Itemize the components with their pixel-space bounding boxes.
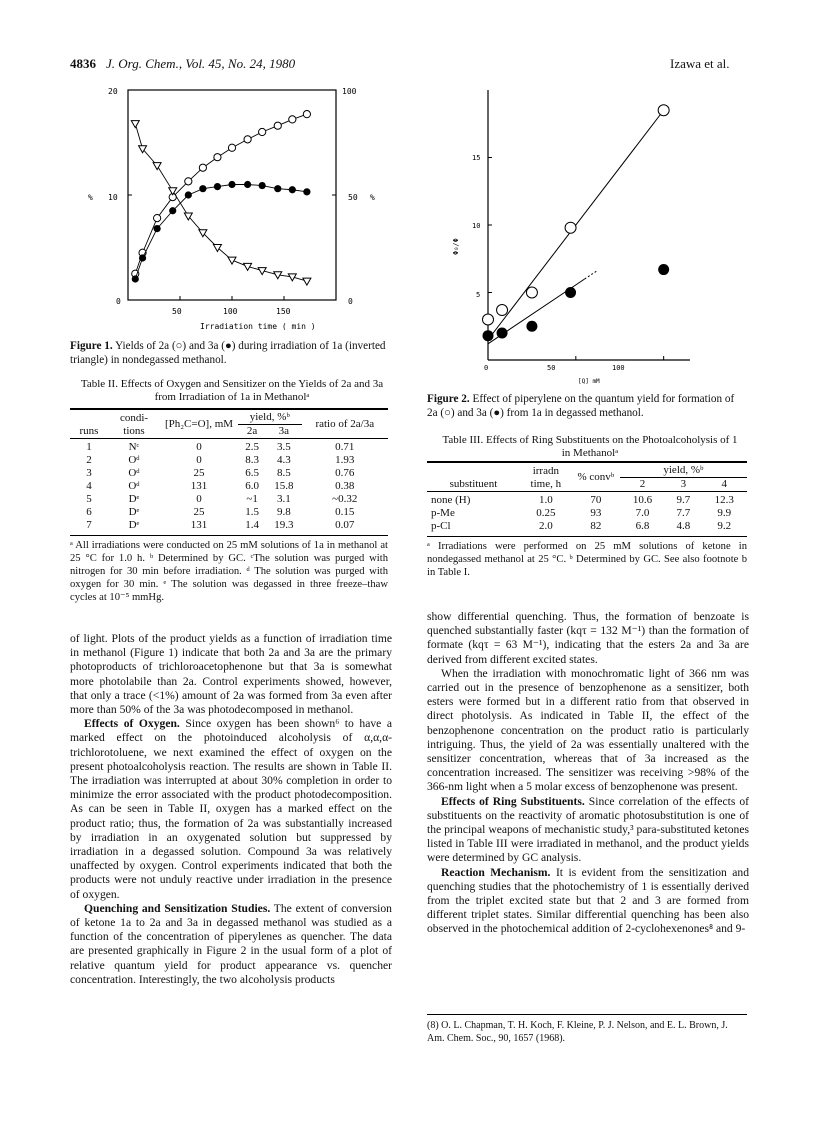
data-point-3a: [526, 321, 537, 332]
table-cell: 131: [190, 480, 208, 492]
data-point-3a: [259, 182, 266, 189]
x-tick-100: 100: [612, 364, 625, 372]
table-cell: 10.6: [632, 494, 653, 506]
heading-quenching: Quenching and Sensitization Studies.: [84, 901, 271, 915]
table-cell: 25: [193, 467, 205, 479]
col-runs: runs: [79, 425, 99, 437]
right-tick-100: 100: [342, 87, 357, 96]
table-cell: 8.5: [276, 467, 291, 479]
table-cell: 9.9: [717, 507, 732, 519]
table-cell: 6.0: [245, 480, 259, 492]
table-row: [70, 454, 388, 467]
x-tick-100: 100: [223, 307, 238, 316]
paragraph: Effects of Oxygen. Since oxygen has been shown⁶ to have a marked effect on the photoinduced alcoholysis of α,α,α-trichlorotoluene, we next examined the effect of oxygen on the present photoalcoholysis reaction. The results are shown in Table II. The irradiation was interrupted at about 30% completion in order to minimize the error associated with the product photodecomposition. As can be seen in Table II, oxygen has a marked effect on the product ratio; thus, the formation of 2a was substantially increased by irradiation in an oxygenated solution but suppressed by irradiation in a degassed solution. Compound 3a was relatively unaffected by oxygen. Control experiments indicated that both the products were not unduly reactive under irradiation in the presence of oxygen.: [70, 717, 392, 901]
data-point-2a: [565, 222, 576, 233]
table-row: [427, 494, 747, 507]
heading-reaction-mechanism: Reaction Mechanism.: [441, 865, 551, 879]
table-cell: 3.1: [276, 493, 291, 505]
table-cell: none (H): [431, 494, 471, 506]
data-point-1a: [228, 257, 236, 264]
paragraph: of light. Plots of the product yields as a function of irradiation time in methanol (Figure 1) indicate that both 2a and 3a are the primary photoproducts of trichloroacetophenone but that 3a is somewhat more photolabile than 2a. Control experiments showed, however, that only a trace (<1%) amount of 2a was formed from 3a even after more than 50% of the 3a was photodecomposed in methanol.: [70, 632, 392, 717]
table-cell: p-Me: [431, 507, 455, 519]
left-tick-0: 0: [116, 297, 121, 306]
table2: [70, 408, 388, 604]
table-cell: 3.5: [276, 441, 291, 453]
table-cell: 9.7: [676, 494, 691, 506]
table-cell: Oᵈ: [128, 480, 140, 492]
y-tick-10: 10: [472, 222, 481, 230]
data-point-2a: [259, 128, 266, 135]
table-cell: 4: [86, 480, 92, 492]
table-cell: 7.7: [676, 507, 691, 519]
data-point-2a: [244, 136, 251, 143]
data-point-3a: [154, 225, 161, 232]
data-point-2a: [303, 111, 310, 118]
col-conditions: condi- tions: [119, 411, 149, 437]
left-axis-label: %: [88, 193, 93, 202]
heading-oxygen: Effects of Oxygen.: [84, 717, 180, 731]
table-cell: 93: [590, 507, 602, 519]
col-yield: yield, %ᵇ: [238, 411, 302, 425]
table-row: [427, 507, 747, 520]
series-line: [135, 185, 307, 280]
data-point-2a: [228, 144, 235, 151]
table-cell: 2: [86, 454, 92, 466]
data-point-2a: [526, 287, 537, 298]
data-point-3a: [139, 254, 146, 261]
right-tick-0: 0: [348, 297, 353, 306]
table-cell: 1.4: [245, 519, 259, 531]
table-row: [70, 480, 388, 493]
table-cell: 3: [86, 467, 92, 479]
table-row: [70, 519, 388, 532]
series-line: [135, 124, 307, 282]
journal-header: J. Org. Chem., Vol. 45, No. 24, 1980: [106, 56, 296, 71]
right-column: [427, 610, 749, 937]
col-4: 4: [721, 478, 728, 490]
col-time: irradn time, h: [530, 464, 562, 490]
table-cell: 4.3: [276, 454, 291, 466]
col-2: 2: [639, 478, 646, 490]
table-cell: Oᵈ: [128, 454, 140, 466]
table-cell: 7.0: [635, 507, 650, 519]
table-cell: Nᶜ: [128, 441, 140, 453]
table-cell: 6.5: [245, 467, 259, 479]
figure2-chart: [440, 80, 740, 390]
table-cell: 2.0: [538, 520, 553, 532]
data-point-2a: [214, 154, 221, 161]
table-cell: Oᵈ: [128, 467, 140, 479]
data-point-1a: [153, 163, 161, 170]
figure2-caption: Figure 2. Effect of piperylene on the quantum yield for formation of 2a (○) and 3a (●) from 1a in degassed methanol.: [427, 393, 735, 419]
left-tick-20: 20: [108, 87, 118, 96]
fit-line-3a-extension: [585, 271, 597, 279]
paragraph: show differential quenching. Thus, the formation of benzoate is quenched substantially faster (kqτ = 132 M⁻¹) than the formation of formate (kqτ = 63 M⁻¹), indicating that the esters 2a and 3a are derived from different excited states.: [427, 610, 749, 666]
table-cell: 25: [193, 506, 205, 518]
table-cell: 15.8: [274, 480, 294, 492]
table-cell: 6: [86, 506, 92, 518]
left-tick-10: 10: [108, 193, 118, 202]
paragraph: Reaction Mechanism. It is evident from the sensitization and quenching studies that the photochemistry of 1 is essentially derived from the triplet excited state but that 2 and 3 are formed from different triplet states. Similar differential quenching has been also observed in the photochemical addition of 2-cyclohexenones⁸ and 9-: [427, 865, 750, 936]
col-ratio: ratio of 2a/3a: [315, 418, 375, 430]
data-point-3a: [132, 275, 139, 282]
table-cell: ~0.32: [332, 493, 358, 505]
table-cell: 1: [86, 441, 92, 453]
table-cell: 9.8: [276, 506, 291, 518]
figure1-caption: Figure 1. Yields of 2a (○) and 3a (●) during irradiation of 1a (inverted triangle) in nondegassed methanol.: [70, 340, 386, 366]
table-cell: 5: [86, 493, 92, 505]
y-tick-15: 15: [472, 154, 481, 162]
data-point-2a: [483, 314, 494, 325]
table-cell: 6.8: [635, 520, 650, 532]
col-yield: yield, %ᵇ: [620, 464, 747, 478]
y-axis-label: Φ₀/Φ: [452, 238, 460, 255]
data-point-3a: [497, 328, 508, 339]
table-cell: 4.8: [676, 520, 691, 532]
table-cell: Dᵉ: [128, 493, 140, 505]
right-axis-label: %: [370, 193, 375, 202]
table-row: [70, 467, 388, 480]
col-benzophenone: [Ph₂C=O], mM: [164, 418, 234, 430]
paragraph: Effects of Ring Substituents. Since correlation of the effects of substituents on the reactivity of aromatic photosubstitution is one of the principal weapons of mechanistic study,³ para-substituted ketones listed in Table III were irradiated in methanol, and the product yields were determined by GC analysis.: [427, 794, 750, 865]
data-point-3a: [303, 188, 310, 195]
data-point-2a: [199, 164, 206, 171]
paragraph: When the irradiation with monochromatic light of 366 nm was carried out in the presence of benzophenone as a sensitizer, both esters were formed but in a different ratio from that observed in direct photolysis. As indicated in Table II, the effect of the benzophenone concentration on the product ratio is particularly intriguing. Thus, the yield of 2a was essentially unaltered with the sensitizer concentration, whereas that of 3a increased as the concentration increased. The sensitizer was receiving >98% of the 366-nm light when a 5 molar excess of benzophenone was present.: [427, 666, 749, 794]
table-cell: ~1: [246, 493, 258, 505]
table2-notes: ᵃ All irradiations were conducted on 25 mM solutions of 1a in methanol at 25 °C for 1.0 h. ᵇ Determined by GC. ᶜThe solution was purged with nitrogen for 30 min before irradiation. ᵈ The solution was purged with oxygen for 30 min. ᵉ The solution was degassed in three freeze–thaw cycles at 10⁻⁵ mmHg.: [70, 540, 388, 603]
data-point-2a: [274, 122, 281, 129]
table-cell: 0: [196, 441, 202, 453]
table-cell: 12.3: [714, 494, 734, 506]
data-point-3a: [274, 185, 281, 192]
table-cell: 2.5: [245, 441, 259, 453]
x-tick-50: 50: [547, 364, 556, 372]
data-point-3a: [483, 330, 494, 341]
col-3a: 3a: [278, 425, 290, 437]
data-point-3a: [185, 191, 192, 198]
page-number: 4836: [70, 56, 96, 71]
data-point-3a: [244, 181, 251, 188]
x-tick-50: 50: [172, 307, 182, 316]
right-tick-50: 50: [348, 193, 358, 202]
table-cell: Dᵉ: [128, 519, 140, 531]
paragraph: Quenching and Sensitization Studies. The extent of conversion of ketone 1a to 2a and 3a in degassed methanol was studied as a function of the concentration of piperylenes as quencher. The data are presented graphically in Figure 2 in the usual form of a plot of relative quantum yield for product appearance vs. quencher concentration. Interestingly, the two alcoholysis products: [70, 901, 392, 986]
table-cell: 0: [196, 493, 202, 505]
table-cell: 8.3: [245, 454, 259, 466]
table-cell: Dᵉ: [128, 506, 140, 518]
data-point-3a: [169, 207, 176, 214]
figure1-frame: [128, 90, 336, 300]
data-point-3a: [228, 181, 235, 188]
table-cell: 1.5: [245, 506, 259, 518]
table-row: [70, 493, 388, 506]
table-cell: 0.38: [335, 480, 355, 492]
heading-ring-substituents: Effects of Ring Substituents.: [441, 794, 585, 808]
table-row: [70, 506, 388, 519]
table2-title: Table II. Effects of Oxygen and Sensitizer on the Yields of 2a and 3a from Irradiation of 1a in Methanolᵃ: [80, 378, 384, 403]
table-row: [70, 441, 388, 454]
data-point-2a: [154, 215, 161, 222]
table-row: [427, 520, 747, 533]
data-point-2a: [497, 305, 508, 316]
data-point-2a: [185, 178, 192, 185]
x-tick-0: 0: [484, 364, 489, 372]
data-point-2a: [289, 116, 296, 123]
table-cell: 0.15: [335, 506, 355, 518]
col-substituent: substituent: [449, 478, 498, 490]
x-axis-label: [Q] mM: [578, 378, 600, 385]
table-cell: 1.93: [335, 454, 355, 466]
footnote: (8) O. L. Chapman, T. H. Koch, F. Kleine, P. J. Nelson, and E. L. Brown, J. Am. Chem. Soc., 90, 1657 (1968).: [427, 1020, 728, 1044]
table-cell: 0.07: [335, 519, 355, 531]
y-tick-5: 5: [476, 291, 481, 299]
data-point-2a: [658, 105, 669, 116]
table-cell: p-Cl: [431, 520, 451, 532]
table-cell: 82: [590, 520, 602, 532]
data-point-3a: [289, 186, 296, 193]
data-point-3a: [565, 287, 576, 298]
author-header: Izawa et al.: [670, 56, 730, 71]
data-point-1a: [303, 278, 311, 285]
table-cell: 7: [86, 519, 92, 531]
table-cell: 0.71: [335, 441, 355, 453]
left-column: [70, 632, 392, 987]
table-cell: 19.3: [274, 519, 294, 531]
table-cell: 0.25: [536, 507, 556, 519]
data-point-3a: [214, 183, 221, 190]
table3-notes: ᵃ Irradiations were performed on 25 mM solutions of ketone in nondegassed methanol at 25 °C. ᵇ Determined by GC. See also footnote b in Table I.: [427, 541, 747, 578]
table-cell: 70: [590, 494, 602, 506]
figure1-chart: [80, 80, 380, 330]
series-line: [135, 114, 307, 274]
data-point-3a: [199, 185, 206, 192]
table-cell: 9.2: [717, 520, 732, 532]
data-point-3a: [658, 264, 669, 275]
col-conv: % convᵇ: [577, 471, 615, 483]
x-axis-label: Irradiation time ( min ): [200, 322, 316, 330]
x-tick-150: 150: [276, 307, 291, 316]
table-cell: 0: [196, 454, 202, 466]
table3: [427, 461, 747, 579]
col-2a: 2a: [246, 425, 258, 437]
table-cell: 0.76: [335, 467, 355, 479]
data-point-1a: [131, 121, 139, 128]
table3-title: Table III. Effects of Ring Substituents on the Photoalcoholysis of 1 in Methanolᵃ: [442, 434, 738, 459]
table-cell: 1.0: [538, 494, 553, 506]
table-cell: 131: [190, 519, 208, 531]
col-3: 3: [680, 478, 687, 490]
